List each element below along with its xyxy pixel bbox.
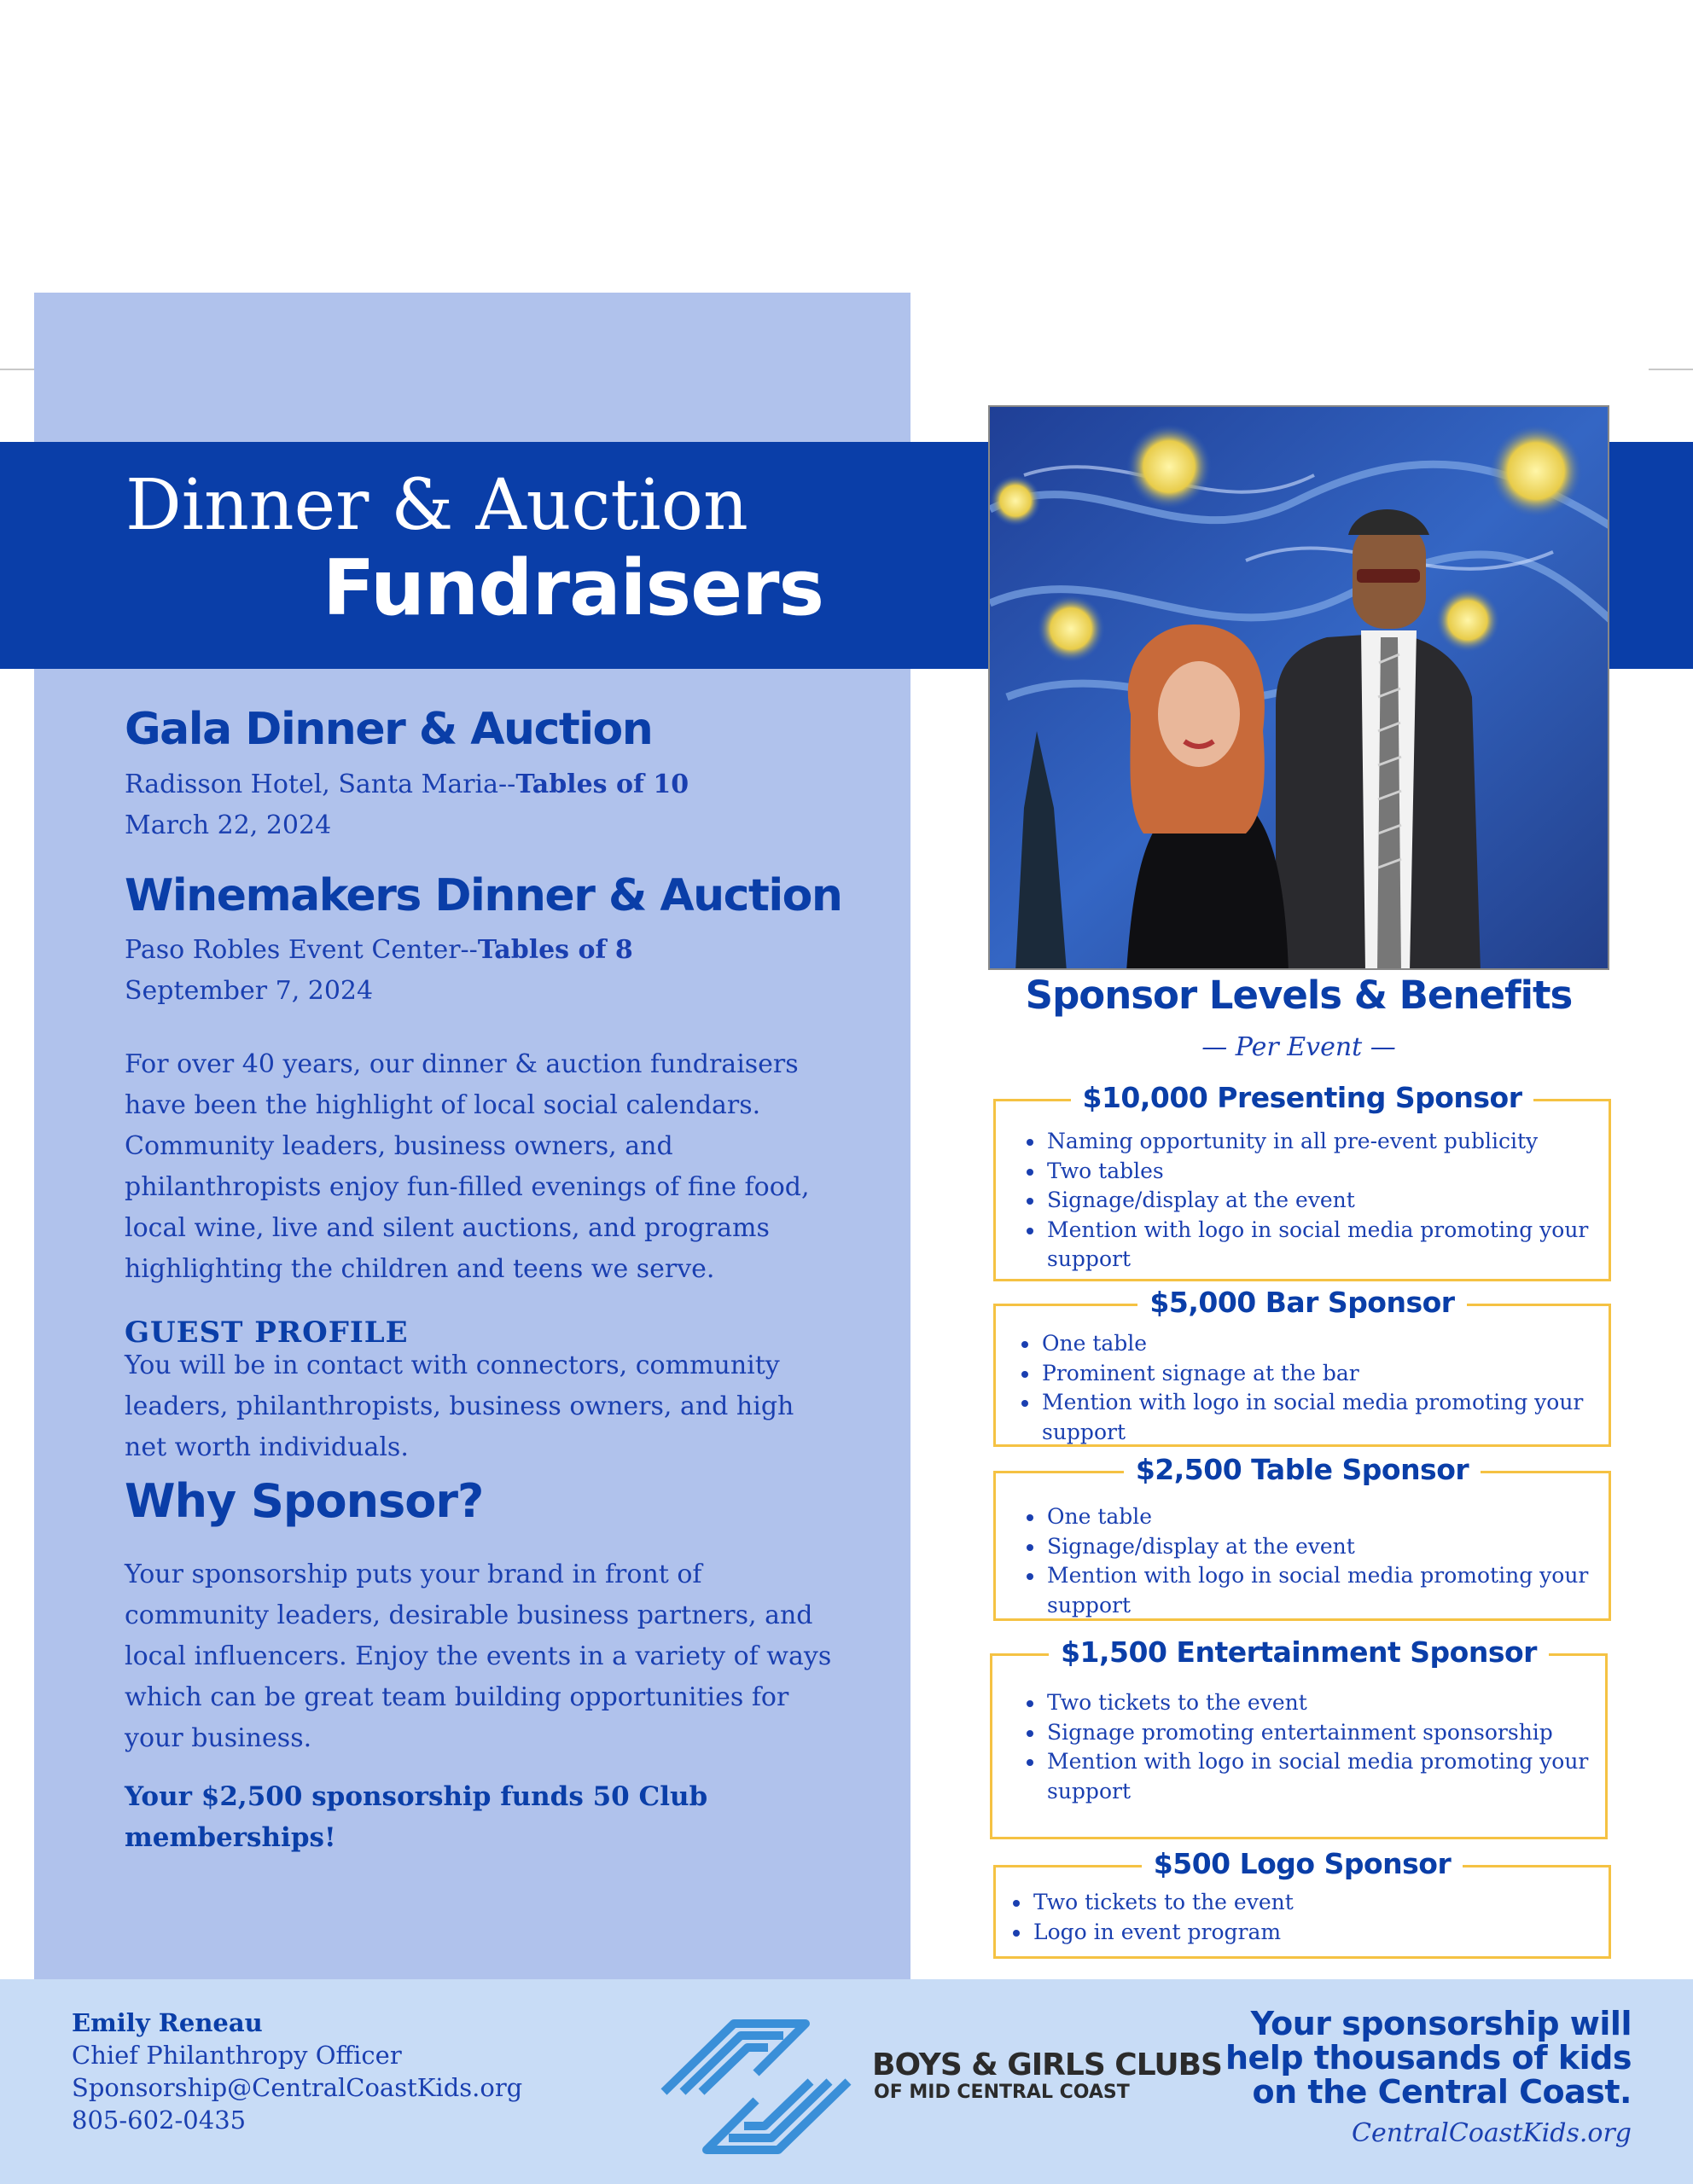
tier-benefits bbox=[996, 1127, 1609, 1275]
per-event-subtitle: — Per Event — bbox=[1201, 1032, 1396, 1062]
guest-profile-text: You will be in contact with connectors, community leaders, philanthropists, business owners, and high net worth individuals. bbox=[125, 1350, 794, 1462]
tier-title-wrap bbox=[996, 1847, 1609, 1880]
event-date-gala: March 22, 2024 bbox=[125, 810, 332, 840]
tagline-line: on the Central Coast. bbox=[1252, 2073, 1632, 2111]
edge-rule-right bbox=[1649, 369, 1693, 370]
footer-tagline bbox=[1225, 2007, 1632, 2109]
contact-block bbox=[72, 2007, 522, 2136]
tagline-line: Your sponsorship will bbox=[1250, 2005, 1632, 2042]
benefit-item: • Two tables bbox=[1045, 1157, 1609, 1187]
benefit-item: • Naming opportunity in all pre-event publicity bbox=[1045, 1127, 1609, 1157]
tier-benefits bbox=[996, 1888, 1609, 1947]
tier-title-wrap bbox=[996, 1453, 1609, 1486]
tier-title: $2,500 Table Sponsor bbox=[1124, 1453, 1481, 1486]
boys-girls-clubs-logo-icon bbox=[655, 2013, 857, 2160]
contact-email[interactable]: Sponsorship@CentralCoastKids.org bbox=[72, 2073, 523, 2102]
event-title-winemakers: Winemakers Dinner & Auction bbox=[125, 870, 842, 921]
benefit-item: • One table bbox=[1040, 1329, 1609, 1359]
org-subname: OF MID CENTRAL COAST bbox=[874, 2082, 1130, 2103]
contact-name: Emily Reneau bbox=[72, 2008, 263, 2037]
banner-title-line2: Fundraisers bbox=[323, 543, 824, 633]
tier-table-sponsor bbox=[993, 1453, 1611, 1621]
sponsorship-impact-note: Your $2,500 sponsorship funds 50 Club memberships! bbox=[125, 1781, 708, 1853]
benefit-item: • Mention with logo in social media promoting your support bbox=[1040, 1388, 1609, 1447]
benefit-item: • One table bbox=[1045, 1502, 1609, 1532]
tier-bar-sponsor bbox=[993, 1286, 1611, 1447]
benefit-item: • Signage/display at the event bbox=[1045, 1186, 1609, 1216]
venue-name: Radisson Hotel, Santa Maria-- bbox=[125, 770, 516, 799]
intro-paragraph: For over 40 years, our dinner & auction fundraisers have been the highlight of local social calendars. Community leaders, business owners, and philanthropists enjoy fun-filled evenings of fine food, local wine, live and silent auctions, and programs highlighting the children and teens we serve. bbox=[125, 1049, 810, 1284]
banner-title-line1: Dinner & Auction bbox=[125, 465, 748, 546]
venue-name: Paso Robles Event Center-- bbox=[125, 935, 478, 965]
event-date-winemakers: September 7, 2024 bbox=[125, 976, 374, 1006]
website-link[interactable]: CentralCoastKids.org bbox=[1351, 2118, 1632, 2148]
sponsor-levels-title: Sponsor Levels & Benefits bbox=[1025, 973, 1573, 1018]
edge-rule-left bbox=[0, 369, 34, 370]
contact-title: Chief Philanthropy Officer bbox=[72, 2041, 402, 2070]
why-sponsor-text: Your sponsorship puts your brand in front of community leaders, desirable business partners, and local influencers. Enjoy the events in a variety of ways which can be great team building opportunities for your business. bbox=[125, 1560, 832, 1753]
benefit-item: • Mention with logo in social media promoting your support bbox=[1045, 1561, 1609, 1620]
benefit-item: • Prominent signage at the bar bbox=[1040, 1359, 1609, 1389]
tier-title-wrap bbox=[996, 1286, 1609, 1319]
tier-benefits bbox=[996, 1329, 1609, 1447]
table-size: Tables of 8 bbox=[477, 935, 633, 965]
event-title-gala: Gala Dinner & Auction bbox=[125, 704, 653, 755]
tier-title-wrap bbox=[992, 1635, 1605, 1669]
tier-title: $10,000 Presenting Sponsor bbox=[1071, 1081, 1534, 1114]
org-name: BOYS & GIRLS CLUBS bbox=[872, 2048, 1222, 2082]
tier-title: $1,500 Entertainment Sponsor bbox=[1049, 1635, 1549, 1669]
table-size: Tables of 10 bbox=[515, 770, 689, 799]
tier-logo-sponsor bbox=[993, 1847, 1611, 1959]
tagline-line: help thousands of kids bbox=[1225, 2039, 1632, 2077]
benefit-item: • Mention with logo in social media promoting your support bbox=[1045, 1216, 1609, 1275]
event-venue-gala bbox=[125, 764, 858, 805]
benefit-item: • Mention with logo in social media promoting your support bbox=[1045, 1747, 1605, 1806]
benefit-item: • Signage/display at the event bbox=[1045, 1532, 1609, 1562]
contact-phone[interactable]: 805-602-0435 bbox=[72, 2106, 247, 2135]
starry-night-photo-illustration bbox=[990, 407, 1609, 970]
event-venue-winemakers bbox=[125, 930, 858, 971]
tier-title-wrap bbox=[996, 1081, 1609, 1114]
benefit-item: • Logo in event program bbox=[1032, 1918, 1609, 1948]
tier-benefits bbox=[996, 1502, 1609, 1620]
benefit-item: • Two tickets to the event bbox=[1032, 1888, 1609, 1918]
why-sponsor-heading: Why Sponsor? bbox=[125, 1474, 484, 1528]
tier-entertainment-sponsor bbox=[990, 1635, 1608, 1839]
tier-benefits bbox=[992, 1688, 1605, 1806]
benefit-item: • Signage promoting entertainment sponsorship bbox=[1045, 1718, 1605, 1748]
tier-title: $5,000 Bar Sponsor bbox=[1137, 1286, 1466, 1319]
tier-presenting-sponsor bbox=[993, 1081, 1611, 1281]
tier-title: $500 Logo Sponsor bbox=[1142, 1847, 1463, 1880]
benefit-item: • Two tickets to the event bbox=[1045, 1688, 1605, 1718]
guest-profile-heading: GUEST PROFILE bbox=[125, 1316, 409, 1350]
sponsor-couple-photo bbox=[988, 405, 1609, 970]
